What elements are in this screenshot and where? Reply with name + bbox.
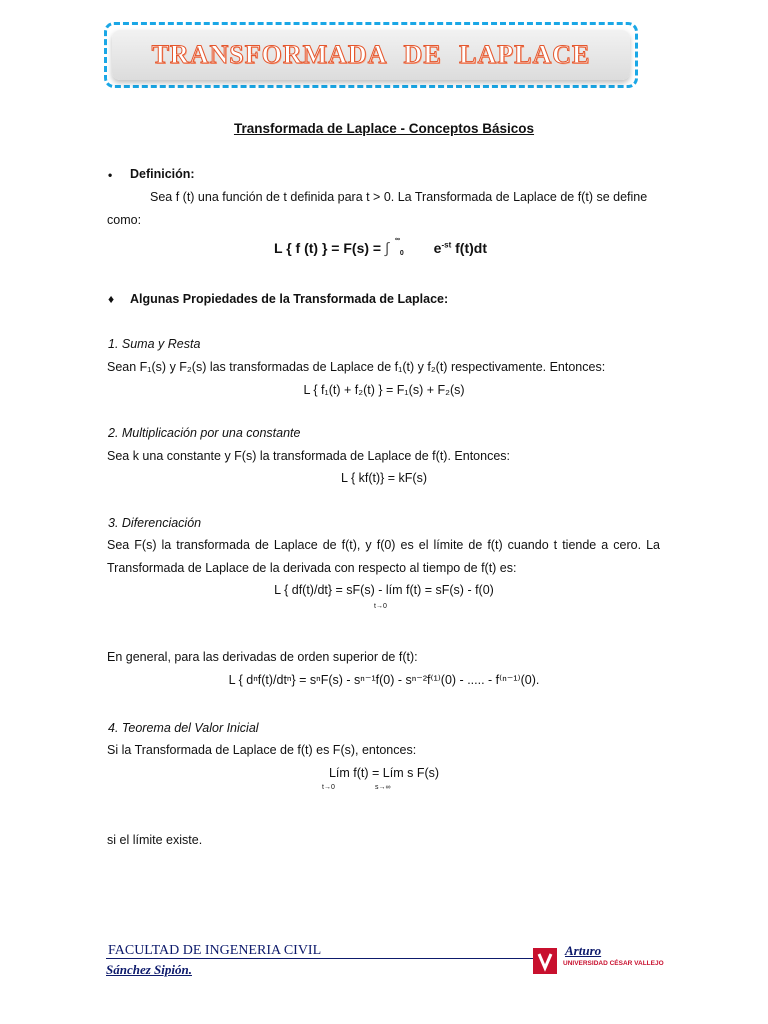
property-3-text-2: Transformada de Laplace de la derivada con respecto al tiempo de f(t) es: <box>107 561 517 575</box>
section-heading: Transformada de Laplace - Conceptos Básicos <box>233 121 535 136</box>
logo-text: UNIVERSIDAD CÉSAR VALLEJO <box>563 960 664 967</box>
logo-script: Arturo <box>565 943 602 958</box>
definition-label: Definición: <box>130 167 195 181</box>
property-2-formula: L { kf(t)} = kF(s) <box>340 471 427 485</box>
property-4-text: Si la Transformada de Laplace de f(t) es F(s), entonces: <box>107 743 417 757</box>
properties-label: Algunas Propiedades de la Transformada de Laplace: <box>130 292 449 306</box>
property-4-formula: Lím f(t) = Lím s F(s) <box>328 766 440 780</box>
property-1-title: 1. Suma y Resta <box>108 337 201 351</box>
banner-title: TRANSFORMADA DE LAPLACE <box>151 40 591 69</box>
integral-upper-limit: ∞ <box>394 236 400 243</box>
property-4-title: 4. Teorema del Valor Inicial <box>108 721 259 735</box>
property-2-text: Sea k una constante y F(s) la transformada de Laplace de f(t). Entonces: <box>107 449 510 463</box>
property-3-general-text: En general, para las derivadas de orden superior de f(t): <box>107 650 418 664</box>
property-1-text: Sean F₁(s) y F₂(s) las transformadas de Laplace de f₁(t) y f₂(t) respectivamente. Entonces: <box>107 360 606 374</box>
property-3-text-1: Sea F(s) la transformada de Laplace de f(t), y f(0) es el límite de f(t) cuando t tiende a cero. La <box>107 538 660 552</box>
property-2-title: 2. Multiplicación por una constante <box>108 426 301 440</box>
formula-left: L { f (t) } = F(s) = <box>274 240 385 256</box>
property-3-title: 3. Diferenciación <box>108 516 202 530</box>
title-banner <box>104 22 638 88</box>
footer-rule <box>106 958 546 959</box>
exp-power: -st <box>441 240 452 250</box>
definition-bullet: • <box>108 168 113 182</box>
property-3-formula: L { df(t)/dt} = sF(s) - lím f(t) = sF(s) - f(0) <box>274 583 494 597</box>
formula-right: f(t)dt <box>451 240 488 256</box>
property-3-formula-higher-order: L { dⁿf(t)/dtⁿ} = sⁿF(s) - sⁿ⁻¹f(0) - sⁿ⁻²f⁽¹⁾(0) - ..... - f⁽ⁿ⁻¹⁾(0). <box>228 673 540 687</box>
definition-text-1: Sea f (t) una función de t definida para t > 0. La Transformada de Laplace de f(t) se define <box>150 190 648 204</box>
property-1-formula: L { f₁(t) + f₂(t) } = F₁(s) + F₂(s) <box>303 383 465 397</box>
definition-text-2: como: <box>107 213 142 227</box>
property-4-note: si el límite existe. <box>107 833 203 847</box>
laplace-definition-formula <box>274 236 488 257</box>
footer-author: Sánchez Sipión. <box>106 962 192 977</box>
footer-faculty: FACULTAD DE INGENERIA CIVIL <box>108 943 322 958</box>
exp-base: e <box>433 240 442 256</box>
property-3-limit-subscript: t→0 <box>374 603 387 610</box>
property-4-subscript-t: t→0 <box>322 784 335 791</box>
university-logo <box>531 943 664 978</box>
properties-bullet: ♦ <box>108 292 115 306</box>
integral-sign: ∫ <box>384 240 390 257</box>
property-4-subscript-s: s→∞ <box>375 784 391 791</box>
integral-lower-limit: 0 <box>399 250 404 257</box>
